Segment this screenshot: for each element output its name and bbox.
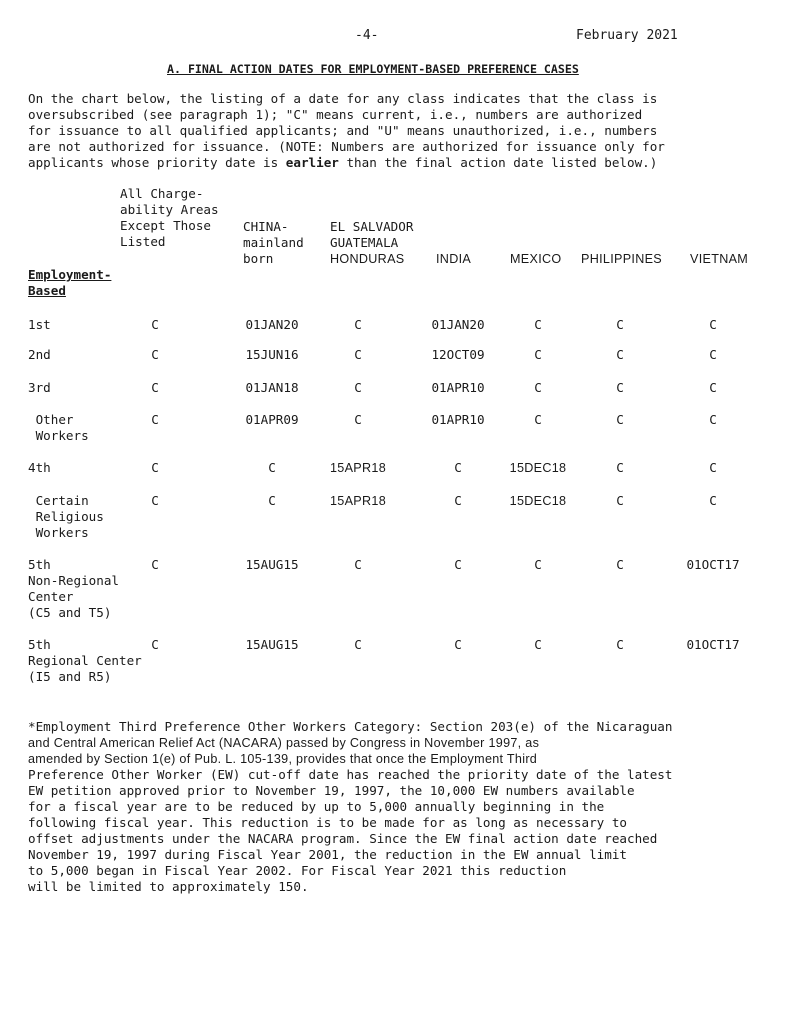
table-cell: C bbox=[151, 347, 159, 362]
table-cell: 01JAN20 bbox=[431, 317, 485, 332]
table-cell: 01JAN20 bbox=[245, 317, 299, 332]
table-cell: C bbox=[151, 412, 159, 427]
row-label: 5th Non-Regional Center (C5 and T5) bbox=[28, 557, 119, 620]
table-cell: C bbox=[454, 637, 462, 652]
intro-line-1: On the chart below, the listing of a date for any class indicates that the class is bbox=[28, 91, 658, 106]
table-cell: C bbox=[354, 317, 362, 332]
col-header-line: GUATEMALA bbox=[330, 235, 399, 250]
footnote-line: amended by Section 1(e) of Pub. L. 105-139, provides that once the Employment Third bbox=[28, 752, 538, 766]
section-title: A. FINAL ACTION DATES FOR EMPLOYMENT-BASED PREFERENCE CASES bbox=[167, 62, 579, 76]
footnote-line: *Employment Third Preference Other Workers Category: Section 203(e) of the Nicaraguan bbox=[28, 719, 673, 734]
footnote-line: for a fiscal year are to be reduced by up to 5,000 annually beginning in the bbox=[28, 799, 605, 814]
table-cell: C bbox=[354, 412, 362, 427]
table-cell: 15APR18 bbox=[329, 461, 386, 475]
table-cell: C bbox=[534, 380, 542, 395]
table-cell: 15DEC18 bbox=[509, 494, 567, 508]
table-cell: 01APR10 bbox=[431, 380, 485, 395]
table-cell: 12OCT09 bbox=[431, 347, 485, 362]
col-header-el-salvador bbox=[330, 219, 413, 267]
table-cell: 01OCT17 bbox=[686, 637, 740, 652]
col-header-all-chargeability bbox=[120, 186, 219, 250]
footnote-line: offset adjustments under the NACARA program. Since the EW final action date reached bbox=[28, 831, 658, 846]
col-header-line: EL SALVADOR bbox=[330, 219, 414, 234]
row-label: 4th bbox=[28, 460, 51, 475]
table-cell: 15DEC18 bbox=[509, 461, 567, 475]
table-cell: C bbox=[709, 317, 717, 332]
col-header-vietnam: VIETNAM bbox=[690, 252, 749, 266]
table-cell: C bbox=[151, 493, 159, 508]
row-label: 5th Regional Center (I5 and R5) bbox=[28, 637, 142, 684]
intro-line-5-end: than the final action date listed below.) bbox=[338, 155, 658, 170]
footnote-line: and Central American Relief Act (NACARA) passed by Congress in November 1997, as bbox=[28, 736, 540, 750]
table-cell: C bbox=[534, 637, 542, 652]
row-label: Other Workers bbox=[35, 412, 89, 443]
table-cell: C bbox=[151, 317, 159, 332]
table-cell: C bbox=[151, 460, 159, 475]
table-cell: C bbox=[616, 412, 624, 427]
footnote-line: following fiscal year. This reduction is to be made for as long as necessary to bbox=[28, 815, 627, 830]
col-header-philippines: PHILIPPINES bbox=[581, 252, 662, 266]
table-cell: C bbox=[709, 493, 717, 508]
col-header-line: Except Those bbox=[120, 218, 211, 233]
table-cell: C bbox=[454, 460, 462, 475]
col-header-line: All Charge- bbox=[120, 186, 204, 201]
table-cell: 15JUN16 bbox=[245, 347, 299, 362]
table-cell: C bbox=[151, 380, 159, 395]
col-header-line: Listed bbox=[120, 234, 166, 249]
col-header-india: INDIA bbox=[436, 252, 472, 266]
footnote-line: will be limited to approximately 150. bbox=[28, 879, 309, 894]
table-cell: C bbox=[534, 557, 542, 572]
table-cell: C bbox=[709, 347, 717, 362]
table-cell: C bbox=[354, 557, 362, 572]
col-header-line: HONDURAS bbox=[330, 252, 405, 266]
table-cell: C bbox=[709, 412, 717, 427]
footnote-line: to 5,000 began in Fiscal Year 2002. For Fiscal Year 2021 this reduction bbox=[28, 863, 567, 878]
intro-line-5 bbox=[28, 155, 748, 171]
table-cell: C bbox=[454, 557, 462, 572]
table-cell: 15AUG15 bbox=[245, 637, 299, 652]
table-cell: C bbox=[534, 412, 542, 427]
table-cell: 15AUG15 bbox=[245, 557, 299, 572]
col-header-mexico: MEXICO bbox=[510, 252, 562, 266]
table-cell: C bbox=[616, 493, 624, 508]
col-header-line: ability Areas bbox=[120, 202, 219, 217]
table-cell: C bbox=[268, 493, 276, 508]
intro-line-4: are not authorized for issuance. (NOTE: Numbers are authorized for issuance only for bbox=[28, 139, 665, 154]
row-header-line: Based bbox=[28, 283, 66, 298]
intro-line-3: for issuance to all qualified applicants; and "U" means unauthorized, i.e., numbers bbox=[28, 123, 658, 138]
intro-emphasis: earlier bbox=[285, 155, 339, 170]
footnote-line: November 19, 1997 during Fiscal Year 2001, the reduction in the EW annual limit bbox=[28, 847, 627, 862]
col-header-china bbox=[243, 219, 304, 267]
table-cell: C bbox=[354, 637, 362, 652]
table-cell: 01APR10 bbox=[431, 412, 485, 427]
table-cell: C bbox=[616, 637, 624, 652]
table-cell: 01APR09 bbox=[245, 412, 299, 427]
page-number: -4- bbox=[355, 28, 379, 43]
table-cell: C bbox=[709, 460, 717, 475]
table-cell: 01OCT17 bbox=[686, 557, 740, 572]
table-cell: C bbox=[151, 557, 159, 572]
footnote-line: Preference Other Worker (EW) cut-off date has reached the priority date of the latest bbox=[28, 767, 673, 782]
table-cell: C bbox=[616, 557, 624, 572]
table-cell: C bbox=[616, 380, 624, 395]
row-label: 1st bbox=[28, 317, 51, 332]
table-cell: 01JAN18 bbox=[245, 380, 299, 395]
row-label: Certain Religious Workers bbox=[35, 493, 104, 540]
footnote-line: EW petition approved prior to November 19, 1997, the 10,000 EW numbers available bbox=[28, 783, 635, 798]
table-cell: C bbox=[616, 347, 624, 362]
intro-line-2: oversubscribed (see paragraph 1); "C" means current, i.e., numbers are authorized bbox=[28, 107, 643, 122]
row-label: 2nd bbox=[28, 347, 51, 362]
col-header-line: mainland bbox=[243, 235, 304, 250]
table-cell: 15APR18 bbox=[329, 494, 386, 508]
table-cell: C bbox=[268, 460, 276, 475]
table-cell: C bbox=[454, 493, 462, 508]
col-header-line: CHINA- bbox=[243, 219, 289, 234]
table-cell: C bbox=[534, 317, 542, 332]
page-date: February 2021 bbox=[576, 28, 678, 43]
table-cell: C bbox=[151, 637, 159, 652]
col-header-line: born bbox=[243, 251, 274, 266]
table-cell: C bbox=[354, 347, 362, 362]
table-cell: C bbox=[616, 460, 624, 475]
table-cell: C bbox=[616, 317, 624, 332]
table-cell: C bbox=[354, 380, 362, 395]
table-cell: C bbox=[709, 380, 717, 395]
intro-line-5-text: applicants whose priority date is bbox=[28, 155, 286, 170]
row-header-line: Employment- bbox=[28, 267, 112, 282]
table-cell: C bbox=[534, 347, 542, 362]
row-header-employment-based bbox=[28, 267, 111, 299]
row-label: 3rd bbox=[28, 380, 51, 395]
